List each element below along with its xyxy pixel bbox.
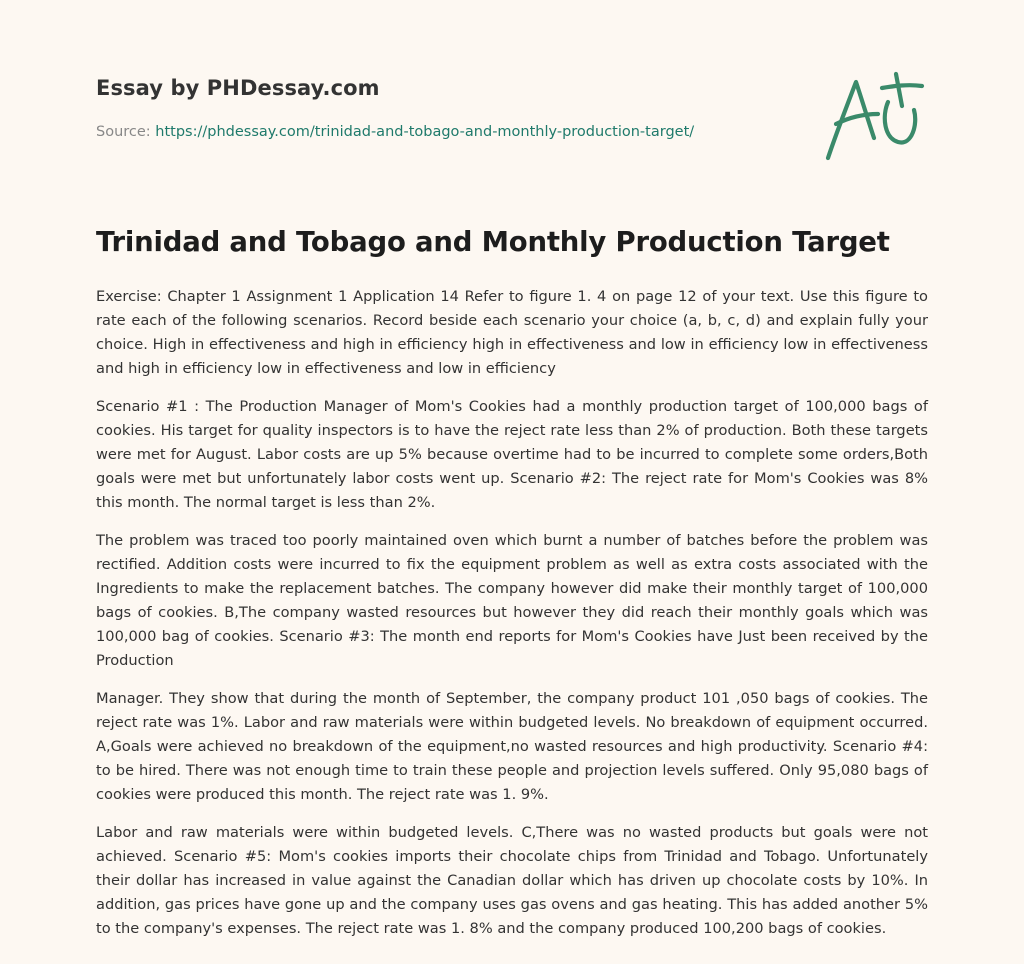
page-title: Trinidad and Tobago and Monthly Production Target (96, 226, 890, 258)
paragraph: The problem was traced too poorly maintained oven which burnt a number of batches before the problem was rectified. Addition costs were incurred to fix the equipment problem as well as extra costs associated with the Ingredients to make the replacement batches. The company however did make their monthly target of 100,000 bags of cookies. B,The company wasted resources but however they did reach their monthly goals which was 100,000 bag of cookies. Scenario #3: The month end reports for Mom's Cookies have Just been received by the Production (96, 532, 928, 669)
source-label: Source: (96, 124, 151, 140)
a-plus-logo-icon (822, 66, 926, 166)
paragraph: Labor and raw materials were within budgeted levels. C,There was no wasted products but goals were not achieved. Scenario #5: Mom's cookies imports their chocolate chips from Trinidad and Tobago. Unfortunately their dollar has increased in value against the Canadian dollar which has driven up chocolate costs by 10%. In addition, gas prices have gone up and the company uses gas ovens and gas heating. This has added another 5% to the company's expenses. The reject rate was 1. 8% and the company produced 100,200 bags of cookies. (96, 824, 928, 937)
essay-body (96, 285, 928, 955)
paragraph: Scenario #1 : The Production Manager of Mom's Cookies had a monthly production target of 100,000 bags of cookies. His target for quality inspectors is to have the reject rate less than 2% of production. Both these targets were met for August. Labor costs are up 5% because overtime had to be incurred to complete some orders,Both goals were met but unfortunately labor costs went up. Scenario #2: The reject rate for Mom's Cookies was 8% this month. The normal target is less than 2%. (96, 398, 928, 511)
source-link[interactable]: https://phdessay.com/trinidad-and-tobago-and-monthly-production-target/ (155, 124, 695, 140)
site-brand[interactable]: Essay by PHDessay.com (96, 76, 380, 100)
paragraph: Exercise: Chapter 1 Assignment 1 Application 14 Refer to figure 1. 4 on page 12 of your text. Use this figure to rate each of the following scenarios. Record beside each scenario your choice (a, b, c, d) and explain fully your choice. High in effectiveness and high in efficiency high in effectiveness and low in efficiency low in effectiveness and high in efficiency low in effectiveness and low in efficiency (96, 288, 928, 377)
paragraph: Manager. They show that during the month of September, the company product 101 ,050 bags of cookies. The reject rate was 1%. Labor and raw materials were within budgeted levels. No breakdown of equipment occurred. A,Goals were achieved no breakdown of the equipment,no wasted resources and high productivity. Scenario #4: to be hired. There was not enough time to train these people and projection levels suffered. Only 95,080 bags of cookies were produced this month. The reject rate was 1. 9%. (96, 690, 928, 803)
page-header (96, 0, 928, 200)
essay-page (96, 0, 928, 937)
source-line (96, 124, 694, 140)
